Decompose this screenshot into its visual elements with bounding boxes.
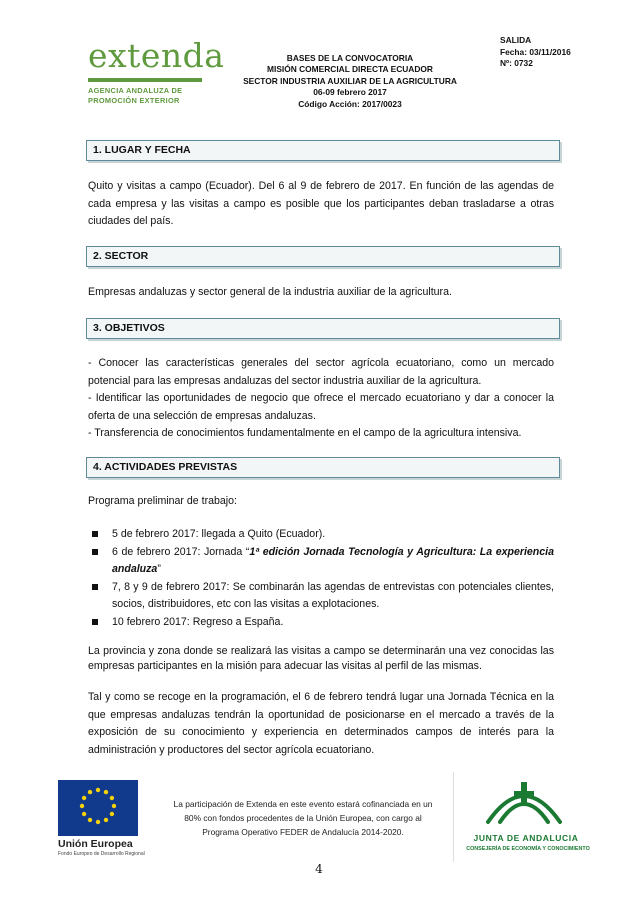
section-intro-actividades <box>88 493 554 511</box>
paragraph-jornada: Tal y como se recoge en la programación, el 6 de febrero tendrá lugar una Jornada Técnica en la que empresas andaluzas tendrán la oportunidad de posicionarse en el mercado a través de la exposición de su conocimiento y experiencia en determinados campos de interés para la administración y productores del sector agrícola ecuatoriano. <box>88 691 554 756</box>
list-item: 7, 8 y 9 de febrero 2017: Se combinarán las agendas de entrevistas con potenciales clientes, socios, distribuidores, etc con las visitas a explotaciones. <box>88 579 554 614</box>
junta-label: JUNTA DE ANDALUCIA <box>473 833 579 843</box>
paragraph-provincia: La provincia y zona donde se realizará las visitas a campo se determinarán una vez conocidas las empresas participantes en la misión para adecuar las visitas al perfil de las mismas. <box>88 645 554 672</box>
footer-divider <box>453 772 454 862</box>
extenda-logo <box>86 30 225 110</box>
heading-line-3: SECTOR INDUSTRIA AUXILIAR DE LA AGRICULTURA <box>243 75 457 86</box>
registry-stamp <box>500 35 571 70</box>
objective-line: - Conocer las características generales del sector agrícola ecuatoriano, como un mercado potencial para las empresas andaluzas del sector industria auxiliar de la agricultura. <box>88 357 554 387</box>
section-header-objetivos: 3. OBJETIVOS <box>86 318 560 339</box>
objective-line: - Identificar las oportunidades de negocio que ofrece el mercado ecuatoriano y dar a conocer la oferta de una selección de empresas andaluzas. <box>88 392 554 422</box>
section-body-objetivos <box>88 355 554 443</box>
paragraph: Programa preliminar de trabajo: <box>88 495 237 507</box>
funding-notice: La participación de Extenda en este evento estará cofinanciada en un 80% con fondos procedentes de la Unión Europea, con cargo al Programa Operativo FEDER de Andalucía 2014-2020. <box>173 799 433 837</box>
paragraph: Empresas andaluzas y sector general de la industria auxiliar de la agricultura. <box>88 286 452 298</box>
section-body-sector <box>88 284 554 302</box>
eu-sublabel: Fondo Europeo de Desarrollo Regional <box>58 851 145 857</box>
heading-line-4: 06-09 febrero 2017 <box>313 87 387 98</box>
page-number: 4 <box>315 862 323 876</box>
heading-line-2: MISIÓN COMERCIAL DIRECTA ECUADOR <box>267 64 433 75</box>
section-header-lugar-fecha: 1. LUGAR Y FECHA <box>86 140 560 161</box>
section-header-sector: 2. SECTOR <box>86 246 560 267</box>
bullet-square-icon <box>92 531 98 537</box>
section-header-actividades: 4. ACTIVIDADES PREVISTAS <box>86 457 560 478</box>
registry-label: SALIDA <box>500 35 532 45</box>
list-item: 5 de febrero 2017: llegada a Quito (Ecuador). <box>88 526 554 544</box>
registry-date: Fecha: 03/11/2016 <box>500 46 571 57</box>
bullet-square-icon <box>92 549 98 555</box>
document-heading <box>230 53 470 110</box>
junta-sublabel: CONSEJERÍA DE ECONOMÍA Y CONOCIMIENTO <box>466 846 590 852</box>
list-item: 10 febrero 2017: Regreso a España. <box>88 614 554 632</box>
junta-andalucia-logo-icon <box>480 778 568 828</box>
registry-number: Nº: 0732 <box>500 58 533 69</box>
section-body-lugar-fecha <box>88 178 554 231</box>
bullet-square-icon <box>92 584 98 590</box>
heading-line-1: BASES DE LA CONVOCATORIA <box>286 53 414 63</box>
logo-bar <box>88 78 202 82</box>
paragraph: Quito y visitas a campo (Ecuador). Del 6 al 9 de febrero de 2017. En función de las agendas de cada empresa y las visitas a campo es posible que los participantes deban trasladarse a otras ciudades del país. <box>88 180 554 228</box>
event-title: 1ª edición Jornada Tecnología y Agricultura: La experiencia andaluza <box>112 545 555 576</box>
logo-subtitle-1: AGENCIA ANDALUZA DE <box>88 86 183 95</box>
list-item: 6 de febrero 2017: Jornada “1ª edición Jornada Tecnología y Agricultura: La experiencia andaluza” <box>88 544 554 579</box>
heading-line-5: Código Acción: 2017/0023 <box>298 98 402 109</box>
activities-list <box>88 526 554 632</box>
eu-label: Unión Europea <box>58 838 133 850</box>
extenda-logo-word: extenda <box>88 36 225 75</box>
eu-flag-icon <box>58 780 138 836</box>
bullet-square-icon <box>92 619 98 625</box>
objective-line: - Transferencia de conocimientos fundamentalmente en el campo de la agricultura intensiva. <box>88 427 522 440</box>
logo-subtitle-2: PROMOCIÓN EXTERIOR <box>88 96 180 105</box>
